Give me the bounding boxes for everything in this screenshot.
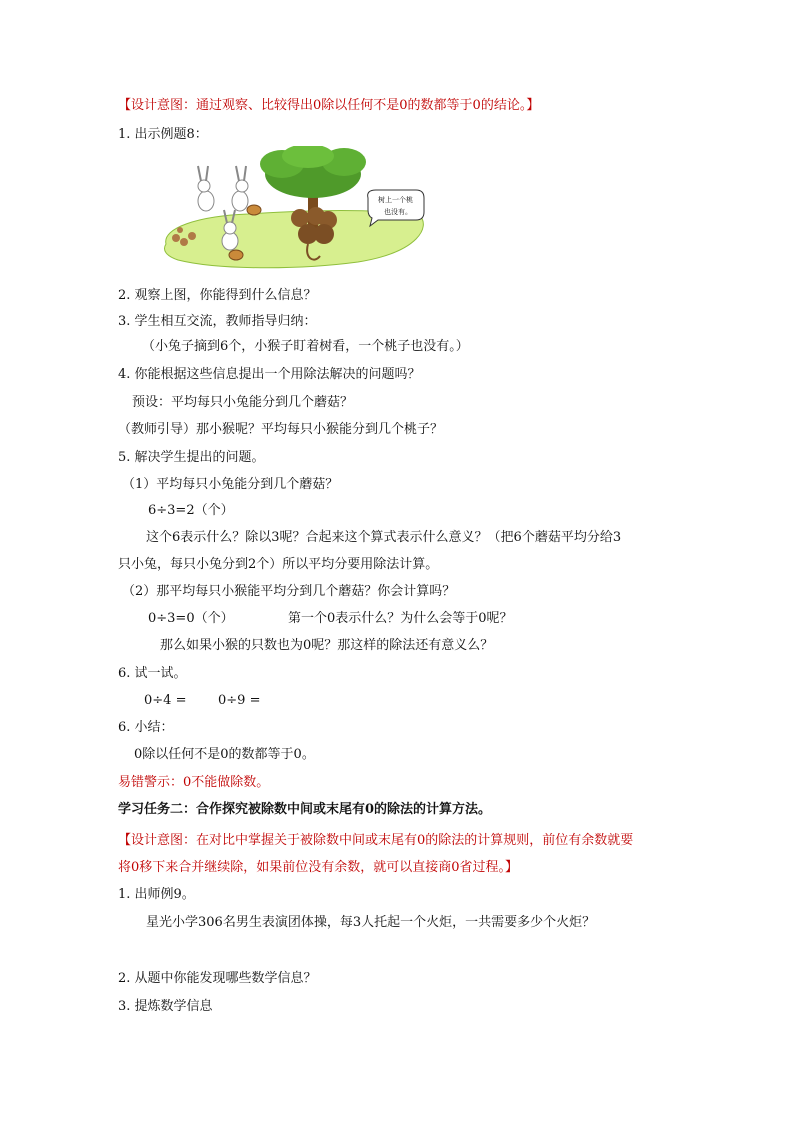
exercise-1: 0÷4 = (144, 693, 187, 708)
equation-2: 0÷3=0（个） (148, 611, 234, 626)
explanation-line-1: 这个6表示什么？除以3呢？合起来这个算式表示什么意义？（把6个蘑菇平均分给3 (146, 530, 622, 545)
teacher-guide: （教师引导）那小猴呢？平均每只小猴能分到几个桃子？ (118, 422, 444, 437)
step-3: 3. 学生相互交流，教师指导归纳： (118, 314, 317, 329)
step-3b: 3. 提炼数学信息 (118, 999, 213, 1014)
task-2-heading: 学习任务二：合作探究被除数中间或末尾有0的除法的计算方法。 (118, 802, 492, 817)
speech-bubble-line-2: 也没有。 (384, 208, 412, 216)
zero-question: 第一个0表示什么？为什么会等于0呢？ (288, 611, 513, 626)
step-5: 5. 解决学生提出的问题。 (118, 450, 265, 465)
presetting: 预设：平均每只小兔能分到几个蘑菇？ (132, 395, 354, 410)
design-intent-2-line-1: 【设计意图：在对比中掌握关于被除数中间或末尾有0的除法的计算规则，前位有余数就要 (118, 833, 634, 848)
error-warning: 易错警示：0不能做除数。 (118, 775, 270, 790)
example-9: 1. 出师例9。 (118, 887, 195, 902)
explanation-line-2: 只小兔，每只小兔分到2个）所以平均分要用除法计算。 (118, 557, 439, 572)
exercise-2: 0÷9 = (218, 693, 261, 708)
speech-bubble-line-1: 树上一个桃 (378, 196, 413, 204)
zero-divisor-question: 那么如果小猴的只数也为0呢？那这样的除法还有意义么？ (160, 638, 494, 653)
try-it: 6. 试一试。 (118, 666, 187, 681)
step-4: 4. 你能根据这些信息提出一个用除法解决的问题吗？ (118, 367, 421, 382)
summary-text: 0除以任何不是0的数都等于0。 (134, 747, 315, 762)
step-1: 1. 出示例题8： (118, 127, 208, 142)
step-2b: 2. 从题中你能发现哪些数学信息？ (118, 971, 317, 986)
equation-1: 6÷3=2（个） (148, 503, 234, 518)
design-intent-1: 【设计意图：通过观察、比较得出0除以任何不是0的数都等于0的结论。】 (118, 98, 540, 113)
design-intent-2-line-2: 将0移下来合并继续除，如果前位没有余数，就可以直接商0省过程。】 (118, 860, 519, 875)
example-illustration (158, 146, 428, 274)
question-2: （2）那平均每只小猴能平均分到几个蘑菇？你会计算吗？ (122, 584, 456, 599)
word-problem: 星光小学306名男生表演团体操，每3人托起一个火炬，一共需要多少个火炬？ (146, 915, 596, 930)
question-1: （1）平均每只小兔能分到几个蘑菇？ (122, 477, 339, 492)
step-3-answer: （小兔子摘到6个，小猴子盯着树看，一个桃子也没有。） (142, 339, 469, 354)
summary-heading: 6. 小结： (118, 720, 174, 735)
step-2: 2. 观察上图，你能得到什么信息？ (118, 288, 317, 303)
